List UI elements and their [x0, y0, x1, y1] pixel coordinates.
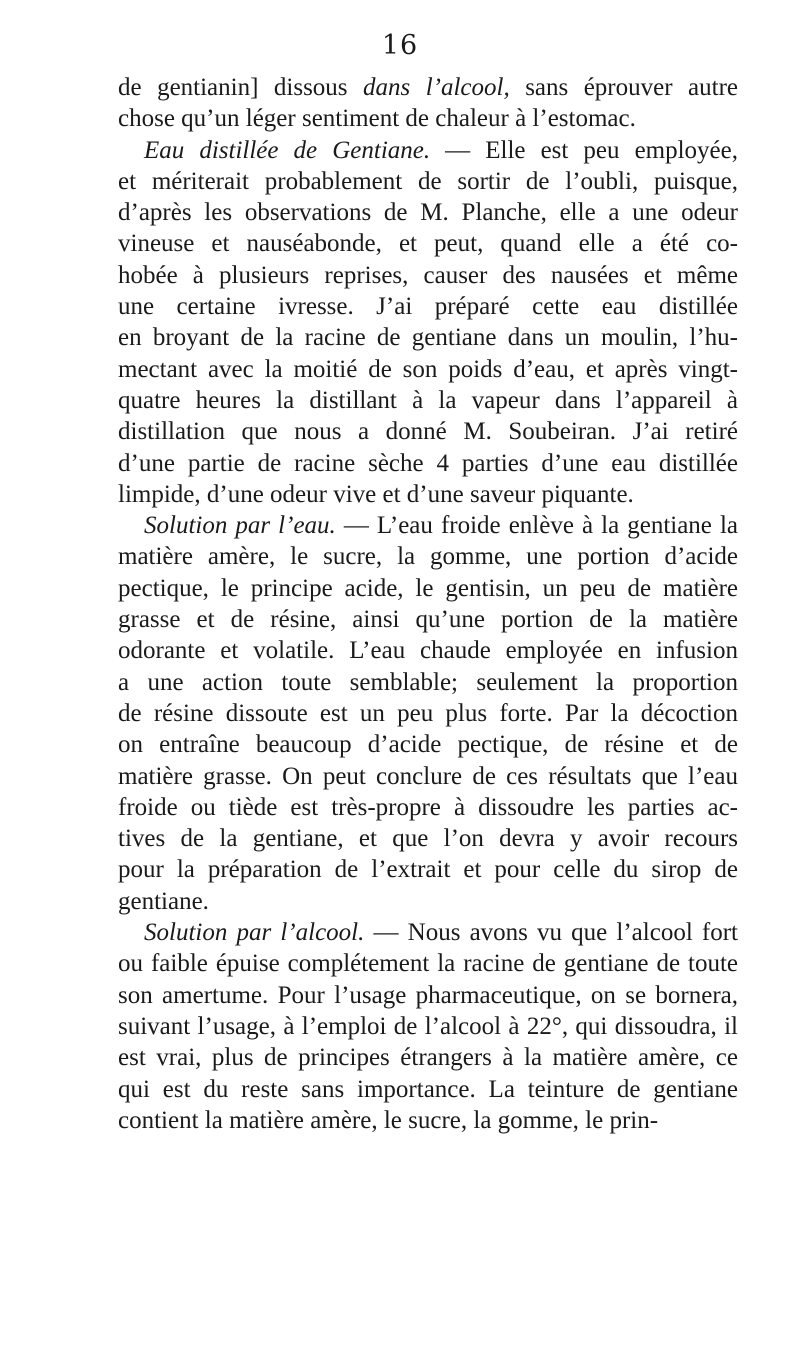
- text-line: [118, 322, 738, 353]
- text-line: [118, 228, 738, 259]
- text-run: ou faible épuise complétement la racine de gentiane de toute: [118, 950, 738, 978]
- text-run: — Nous avons vu que l’alcool fort: [364, 919, 738, 947]
- text-run: contient la matière amère, le sucre, la gomme, le prin-: [118, 1106, 659, 1134]
- text-run: d’après les observations de M. Planche, elle a une odeur: [118, 199, 738, 227]
- text-run: gentiane.: [118, 887, 209, 915]
- text-line: [118, 604, 738, 635]
- text-run: une certaine ivresse. J’ai préparé cette eau distillée: [118, 293, 738, 321]
- text-line: [118, 792, 738, 823]
- text-line: [118, 635, 738, 666]
- text-run: — Elle est peu employée,: [430, 136, 738, 164]
- text-line: [118, 354, 738, 385]
- text-line: [118, 72, 738, 103]
- text-line: [118, 854, 738, 885]
- body-text: [118, 72, 738, 1136]
- text-run: mectant avec la moitié de son poids d’eau, et après vingt-: [118, 355, 738, 383]
- italic-heading: Solution par l’alcool.: [144, 919, 365, 947]
- text-line: [118, 385, 738, 416]
- text-line: [118, 479, 738, 510]
- page-number: 16: [381, 30, 419, 61]
- text-run: d’une partie de racine sèche 4 parties d’une eau distillée: [118, 449, 738, 477]
- text-line: [118, 948, 738, 979]
- text-line: [118, 541, 738, 572]
- text-line: [118, 573, 738, 604]
- text-line: [118, 698, 738, 729]
- text-line: [118, 1074, 738, 1105]
- text-run: en broyant de la racine de gentiane dans un moulin, l’hu-: [118, 324, 738, 352]
- text-run: son amertume. Pour l’usage pharmaceutique, on se bornera,: [118, 981, 738, 1009]
- text-line: [118, 729, 738, 760]
- text-line: [118, 448, 738, 479]
- text-line: [118, 823, 738, 854]
- text-line: [118, 135, 738, 166]
- text-run: distillation que nous a donné M. Soubeiran. J’ai retiré: [118, 418, 738, 446]
- text-run: on entraîne beaucoup d’acide pectique, de résine et de: [118, 731, 738, 759]
- text-line: [118, 980, 738, 1011]
- italic-heading: Eau distillée de Gentiane.: [144, 136, 431, 164]
- text-run: et mériterait probablement de sortir de l’oubli, puisque,: [118, 167, 738, 195]
- text-run: tives de la gentiane, et que l’on devra y avoir recours: [118, 825, 738, 853]
- text-run: pour la préparation de l’extrait et pour celle du sirop de: [118, 856, 738, 884]
- italic-heading: Solution par l’eau.: [144, 512, 336, 540]
- text-run: a une action toute semblable; seulement la proportion: [118, 668, 738, 696]
- text-run: limpide, d’une odeur vive et d’une saveur piquante.: [118, 480, 634, 508]
- text-line: [118, 166, 738, 197]
- text-line: [118, 761, 738, 792]
- text-line: [118, 667, 738, 698]
- text-line: [118, 510, 738, 541]
- text-run: suivant l’usage, à l’emploi de l’alcool à 22°, qui dissoudra, il: [118, 1012, 738, 1040]
- text-run: de résine dissoute est un peu plus forte. Par la décoction: [118, 699, 738, 727]
- text-line: [118, 886, 738, 917]
- italic-heading: dans l’alcool,: [363, 74, 510, 101]
- text-run: pectique, le principe acide, le gentisin, un peu de matière: [118, 574, 738, 602]
- text-run: chose qu’un léger sentiment de chaleur à l’estomac.: [118, 105, 636, 133]
- text-run: grasse et de résine, ainsi qu’une portion de la matière: [118, 606, 738, 634]
- text-line: [118, 1105, 738, 1136]
- text-run: matière grasse. On peut conclure de ces résultats que l’eau: [118, 762, 738, 790]
- text-run: vineuse et nauséabonde, et peut, quand elle a été co-: [118, 230, 738, 258]
- text-line: [118, 103, 738, 134]
- text-line: [118, 197, 738, 228]
- text-line: [118, 416, 738, 447]
- text-run: sans éprouver autre: [509, 74, 738, 101]
- text-line: [118, 1042, 738, 1073]
- text-run: est vrai, plus de principes étrangers à la matière amère, ce: [118, 1044, 738, 1072]
- text-run: hobée à plusieurs reprises, causer des nausées et même: [118, 261, 738, 289]
- text-run: matière amère, le sucre, la gomme, une portion d’acide: [118, 543, 738, 571]
- text-line: [118, 260, 738, 291]
- text-run: qui est du reste sans importance. La teinture de gentiane: [118, 1075, 738, 1103]
- text-run: froide ou tiède est très-propre à dissoudre les parties ac-: [118, 793, 738, 821]
- text-run: odorante et volatile. L’eau chaude employée en infusion: [118, 637, 738, 665]
- text-line: [118, 917, 738, 948]
- text-run: quatre heures la distillant à la vapeur dans l’appareil à: [118, 386, 738, 414]
- text-line: [118, 291, 738, 322]
- text-run: — L’eau froide enlève à la gentiane la: [335, 512, 739, 540]
- text-line: [118, 1011, 738, 1042]
- text-run: de gentianin] dissous: [118, 74, 363, 101]
